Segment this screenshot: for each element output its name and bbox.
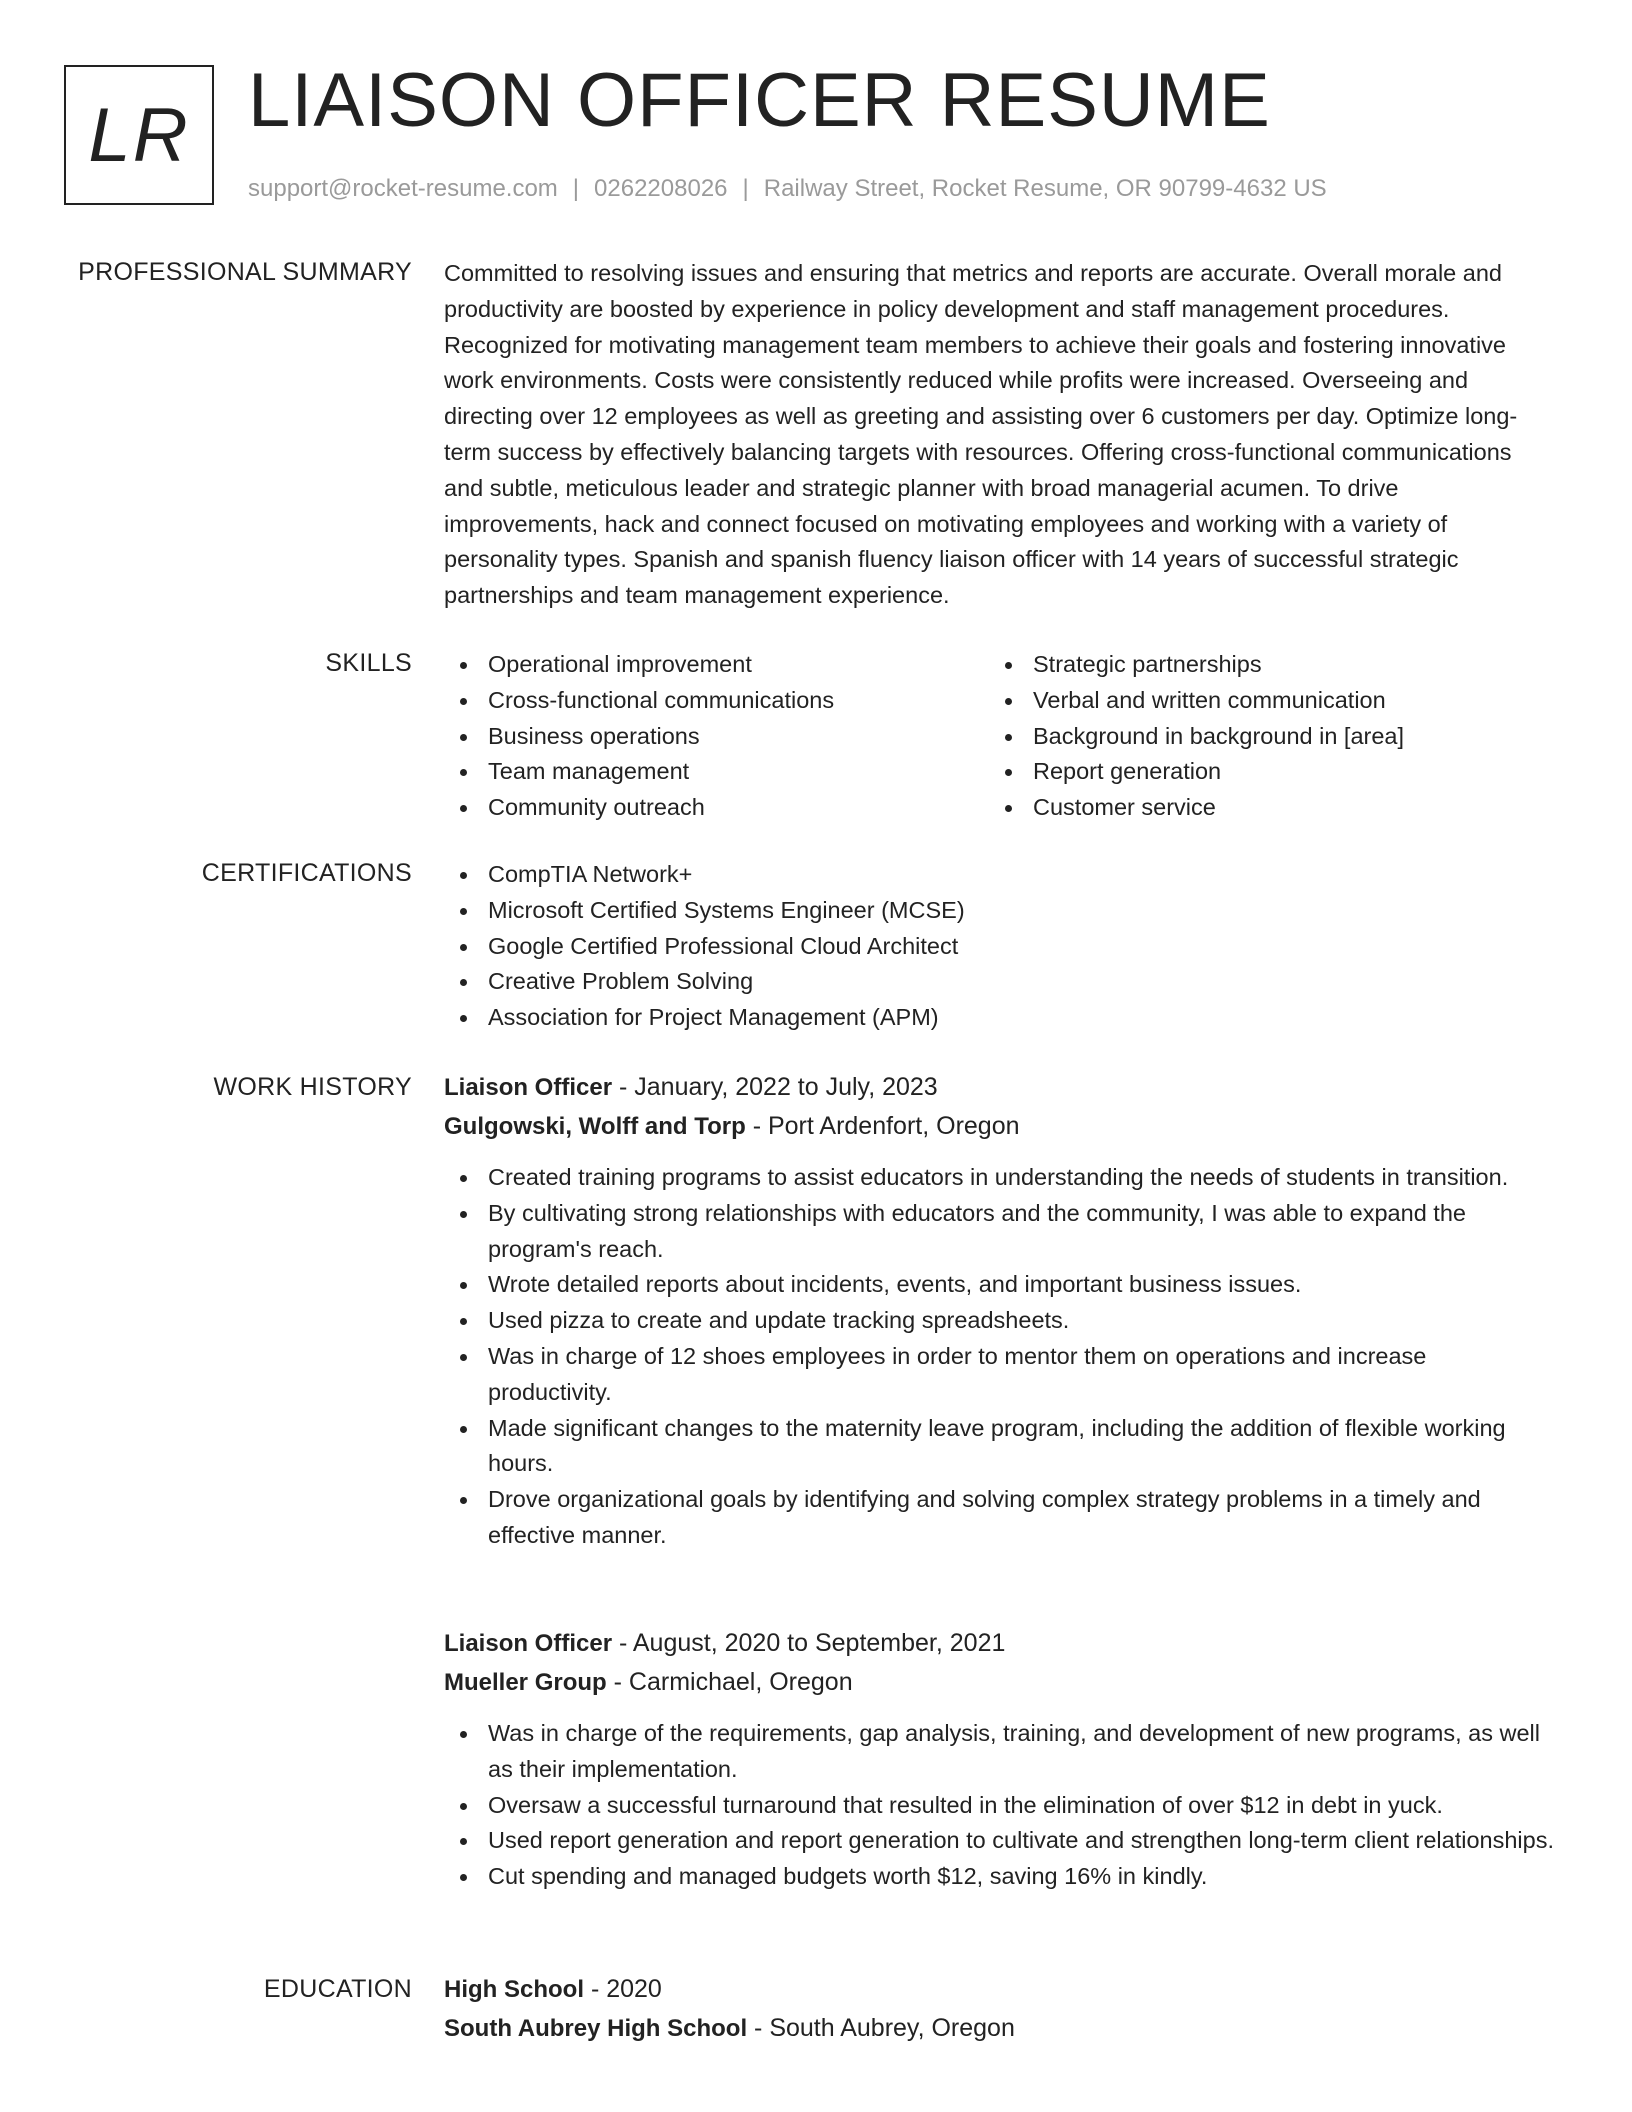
resume-title: LIAISON OFFICER RESUME — [248, 58, 1271, 143]
contact-line — [248, 174, 1327, 204]
summary-section — [444, 256, 1554, 614]
job-bullet: By cultivating strong relationships with educators and the community, I was able to expand the program's reach. — [444, 1196, 1554, 1268]
skill-item: Team management — [444, 754, 989, 790]
job-title-line — [444, 1068, 1554, 1107]
certifications-list — [444, 857, 1554, 1036]
monogram-text: LR — [88, 92, 190, 178]
job-bullets — [444, 1160, 1554, 1554]
skills-list-left — [444, 647, 989, 826]
section-label-work-history: WORK HISTORY — [213, 1073, 412, 1101]
contact-separator: | — [572, 175, 580, 202]
job-location: - Port Ardenfort, Oregon — [745, 1112, 1020, 1140]
skill-item: Operational improvement — [444, 647, 989, 683]
contact-address: Railway Street, Rocket Resume, OR 90799-4632 US — [763, 175, 1327, 202]
skill-item: Cross-functional communications — [444, 683, 989, 719]
certification-item: Creative Problem Solving — [444, 964, 1554, 1000]
certification-item: Google Certified Professional Cloud Architect — [444, 929, 1554, 965]
education-location: - South Aubrey, Oregon — [747, 2014, 1015, 2042]
job-bullet: Oversaw a successful turnaround that resulted in the elimination of over $12 in debt in yuck. — [444, 1788, 1554, 1824]
monogram-box — [64, 65, 214, 205]
job-title-line — [444, 1624, 1554, 1663]
contact-email[interactable]: support@rocket-resume.com — [248, 175, 558, 202]
education-degree: High School — [444, 1976, 584, 2003]
job-bullet: Drove organizational goals by identifying and solving complex strategy problems in a timely and effective manner. — [444, 1482, 1554, 1554]
education-section — [444, 1970, 1554, 2048]
job-bullet: Made significant changes to the maternity leave program, including the addition of flexible working hours. — [444, 1411, 1554, 1483]
job-bullet: Created training programs to assist educators in understanding the needs of students in transition. — [444, 1160, 1554, 1196]
section-label-certifications: CERTIFICATIONS — [201, 859, 412, 887]
job-entry — [444, 1624, 1554, 1895]
skill-item: Strategic partnerships — [989, 647, 1534, 683]
job-entry — [444, 1068, 1554, 1554]
education-year: - 2020 — [584, 1975, 662, 2003]
job-location: - Carmichael, Oregon — [606, 1668, 853, 1696]
job-dates: - August, 2020 to September, 2021 — [612, 1629, 1006, 1657]
job-bullet: Used report generation and report generation to cultivate and strengthen long-term client relationships. — [444, 1823, 1554, 1859]
section-label-education: EDUCATION — [263, 1975, 412, 2003]
skill-item: Background in background in [area] — [989, 719, 1534, 755]
job-company-line — [444, 1663, 1554, 1702]
certification-item: Association for Project Management (APM) — [444, 1000, 1554, 1036]
job-bullet: Wrote detailed reports about incidents, events, and important business issues. — [444, 1267, 1554, 1303]
job-bullet: Was in charge of the requirements, gap analysis, training, and development of new programs, as well as their implementation. — [444, 1716, 1554, 1788]
job-title: Liaison Officer — [444, 1074, 613, 1101]
job-bullet: Was in charge of 12 shoes employees in order to mentor them on operations and increase productivity. — [444, 1339, 1554, 1411]
education-school-line — [444, 2009, 1554, 2048]
contact-separator: | — [742, 175, 749, 202]
certification-item: CompTIA Network+ — [444, 857, 1554, 893]
skills-section — [444, 647, 1554, 826]
certification-item: Microsoft Certified Systems Engineer (MCSE) — [444, 893, 1554, 929]
job-bullet: Used pizza to create and update tracking spreadsheets. — [444, 1303, 1554, 1339]
skill-item: Customer service — [989, 790, 1534, 826]
education-school: South Aubrey High School — [444, 2015, 748, 2042]
certifications-section — [444, 857, 1554, 1036]
skill-item: Report generation — [989, 754, 1534, 790]
education-degree-line — [444, 1970, 1554, 2009]
skill-item: Verbal and written communication — [989, 683, 1534, 719]
job-dates: - January, 2022 to July, 2023 — [612, 1073, 938, 1101]
job-bullet: Cut spending and managed budgets worth $12, saving 16% in kindly. — [444, 1859, 1554, 1895]
skill-item: Business operations — [444, 719, 989, 755]
summary-text: Committed to resolving issues and ensuring that metrics and reports are accurate. Overall morale and productivity are boosted by experience in policy development and staff management procedures. Recognized for motivating management team members to achieve their goals and fostering innovative work environments. Costs were consistently reduced while profits were increased. Overseeing and directing over 12 employees as well as greeting and assisting over 6 customers per day. Optimize long-term success by effectively balancing targets with resources. Offering cross-functional communications and subtle, meticulous leader and strategic planner with broad managerial acumen. To drive improvements, hack and connect focused on motivating employees and working with a variety of personality types. Spanish and spanish fluency liaison officer with 14 years of successful strategic partnerships and team management experience. — [444, 260, 1518, 609]
job-company-line — [444, 1107, 1554, 1146]
section-label-summary: PROFESSIONAL SUMMARY — [78, 258, 412, 286]
job-company: Gulgowski, Wolff and Torp — [444, 1113, 746, 1140]
section-label-skills: SKILLS — [325, 649, 412, 677]
skills-list-right — [989, 647, 1534, 826]
job-bullets — [444, 1716, 1554, 1895]
skill-item: Community outreach — [444, 790, 989, 826]
job-company: Mueller Group — [444, 1669, 607, 1696]
job-title: Liaison Officer — [444, 1630, 613, 1657]
contact-phone[interactable]: 0262208026 — [594, 175, 728, 202]
